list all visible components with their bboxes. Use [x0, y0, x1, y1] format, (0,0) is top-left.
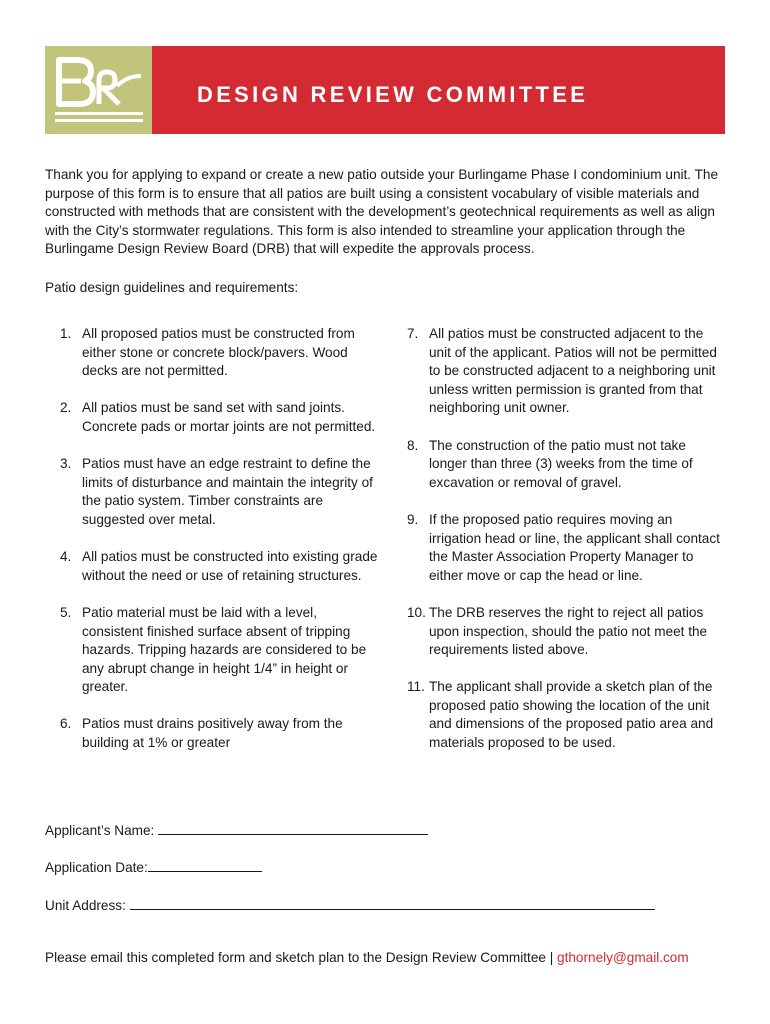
intro-paragraph: Thank you for applying to expand or create a new patio outside your Burlingame Phase I condominium unit. The purpose of this form is to ensure that all patios are built using a consistent vocabulary of visible materials and constructed with methods that are consistent with the development’s geotechnical requirements as well as align with the City’s stormwater regulations. This form is also intended to streamline your application through the Burlingame Design Review Board (DRB) that will expedite the approvals process. — [45, 167, 719, 257]
item-number: 2. — [60, 400, 72, 416]
unit-address-field[interactable] — [130, 895, 655, 910]
item-text: The DRB reserves the right to reject all patios upon inspection, should the patio not meet the requirements listed above. — [429, 604, 708, 658]
item-number: 1. — [60, 326, 72, 341]
email-link[interactable]: gthornely@gmail.com — [557, 950, 689, 965]
guidelines-list-right — [407, 325, 727, 771]
guidelines-heading: Patio design guidelines and requirements: — [45, 280, 299, 295]
applicant-name-label: Applicant’s Name: — [45, 823, 155, 838]
item-text: Patios must drains positively away from the building at 1% or greater — [82, 716, 343, 751]
list-item — [60, 715, 380, 752]
unit-address-label: Unit Address: — [45, 898, 126, 913]
application-date-field[interactable] — [148, 857, 262, 872]
list-item — [60, 325, 380, 381]
br-logo-icon — [45, 46, 152, 134]
item-number: 6. — [60, 716, 72, 732]
list-item — [407, 604, 727, 660]
list-item — [60, 604, 380, 697]
item-text: Patios must have an edge restraint to define the limits of disturbance and maintain the integrity of the patio system. Timber constraints are suggested over metal. — [82, 456, 373, 527]
item-number: 8. — [407, 437, 419, 453]
item-number: 11. — [407, 679, 425, 695]
list-item — [407, 437, 727, 493]
item-text: All patios must be constructed adjacent to the unit of the applicant. Patios will not be permitted to be constructed adjacent to a neighboring unit unless written permission is granted from that neighboring unit owner. — [429, 326, 717, 416]
list-item — [407, 511, 727, 585]
item-text: Patio material must be laid with a level, consistent finished surface absent of tripping hazards. Tripping hazards are considered to be any abrupt change in height 1/4” in height or greater. — [82, 604, 367, 695]
list-item — [60, 548, 380, 585]
footer-text: Please email this completed form and sketch plan to the Design Review Committee | — [45, 950, 558, 965]
unit-address-row — [45, 895, 655, 913]
guidelines-list-left — [60, 325, 380, 771]
footer-note — [45, 950, 689, 965]
list-item — [60, 455, 380, 529]
item-number: 10. — [407, 604, 426, 620]
list-item — [60, 399, 380, 436]
item-number: 5. — [60, 604, 72, 620]
applicant-name-row — [45, 820, 428, 838]
item-text: The construction of the patio must not take longer than three (3) weeks from the time of excavation or removal of gravel. — [429, 437, 693, 490]
item-text: All patios must be sand set with sand joints. Concrete pads or mortar joints are not permitted. — [82, 400, 376, 434]
application-date-label: Application Date: — [45, 860, 148, 875]
item-number: 9. — [407, 511, 419, 527]
application-date-row — [45, 857, 262, 875]
item-number: 7. — [407, 326, 419, 341]
page-title: DESIGN REVIEW COMMITTEE — [197, 82, 589, 107]
item-number: 4. — [60, 549, 72, 565]
list-item — [407, 325, 727, 418]
item-text: All patios must be constructed into existing grade without the need or use of retaining structures. — [82, 549, 378, 583]
br-logo — [45, 46, 152, 134]
item-text: If the proposed patio requires moving an irrigation head or line, the applicant shall contact the Master Association Property Manager to either move or cap the head or line. — [429, 511, 720, 583]
header-banner — [45, 46, 725, 134]
applicant-name-field[interactable] — [158, 820, 428, 835]
item-text: The applicant shall provide a sketch plan of the proposed patio showing the location of the unit and dimensions of the proposed patio area and materials proposed to be used. — [429, 679, 714, 751]
list-item — [407, 678, 727, 752]
item-number: 3. — [60, 456, 72, 472]
item-text: All proposed patios must be constructed from either stone or concrete block/pavers. Wood decks are not permitted. — [82, 326, 355, 379]
